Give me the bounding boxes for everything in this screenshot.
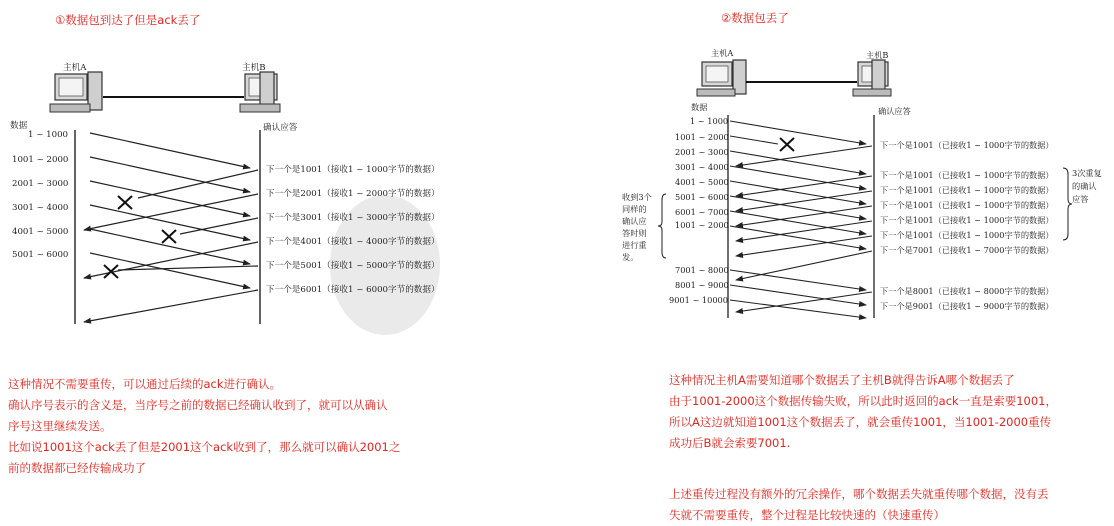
range-label: 3001 ~ 4000 <box>675 162 729 172</box>
range-label: 8001 ~ 9000 <box>675 280 729 290</box>
lost-ack-arrow <box>138 170 258 198</box>
data-arrow <box>730 285 866 305</box>
left-heading: ①数据包到达了但是ack丢了 <box>55 13 201 27</box>
right-brace <box>1063 168 1072 240</box>
range-label: 1 ~ 1000 <box>28 130 69 140</box>
left-explanation-line: 这种情况不需要重传，可以通过后续的ack进行确认。 <box>8 377 282 391</box>
ack-text: 下一个是9001（已接收1 ~ 9000字节的数据） <box>880 301 1054 311</box>
right-summary-line: 失就不需要重传，整个过程是比较快速的（快速重传） <box>669 508 945 522</box>
right-sequence-diagram <box>600 0 1114 330</box>
note-left-line: 进行重 <box>622 240 647 250</box>
range-label: 9001 ~ 10000 <box>669 295 728 305</box>
ack-label: 确认应答 <box>878 106 911 116</box>
data-arrow <box>730 121 866 144</box>
ack-arrow <box>736 292 872 312</box>
note-left-line: 发。 <box>622 252 639 262</box>
right-summary <box>669 484 1049 526</box>
left-explanation-line: 前的数据都已经传输成功了 <box>8 461 146 475</box>
left-explanation <box>8 374 400 479</box>
left-explanation-line: 序号这里继续发送。 <box>8 419 112 433</box>
note-right-line: 3次重复 <box>1072 168 1102 178</box>
host-b-computer-icon <box>240 72 280 112</box>
data-label: 数据 <box>10 121 28 131</box>
ack-text: 下一个是2001（接收1 ~ 2000字节的数据） <box>266 189 440 199</box>
data-arrow <box>730 270 866 290</box>
range-label: 3001 ~ 4000 <box>12 203 69 213</box>
note-left-line: 答时则 <box>622 228 647 238</box>
ack-text: 下一个是4001（接收1 ~ 4000字节的数据） <box>266 237 440 247</box>
lost-ack-arrow <box>180 218 258 234</box>
host-a-label: 主机A <box>63 63 87 73</box>
range-label: 7001 ~ 8000 <box>675 265 729 275</box>
range-label: 1001 ~ 2000 <box>12 155 69 165</box>
left-explanation-line: 比如说1001这个ack丢了但是2001这个ack收到了，那么就可以确认2001之 <box>8 440 401 454</box>
range-label: 1 ~ 1000 <box>690 116 729 126</box>
note-right-line: 应答 <box>1072 194 1089 204</box>
left-sequence-diagram <box>0 0 560 340</box>
ack-text: 下一个是1001（接收1 ~ 1000字节的数据） <box>266 165 440 175</box>
host-b-computer-icon <box>853 60 891 96</box>
note-left-line: 收到3个 <box>622 192 652 202</box>
range-label: 4001 ~ 5000 <box>12 227 69 237</box>
ack-text: 下一个是7001（已接收1 ~ 7000字节的数据） <box>880 245 1054 255</box>
ack-label: 确认应答 <box>263 123 298 133</box>
lost-x-icon <box>118 196 132 209</box>
note-left-line: 确认应 <box>622 216 647 226</box>
ack-arrow <box>84 290 258 322</box>
range-label: 6001 ~ 7000 <box>675 207 729 217</box>
range-label: 2001 ~ 3000 <box>12 179 69 189</box>
right-explanation-line: 这种情况主机A需要知道哪个数据丢了主机B就得告诉A哪个数据丢了 <box>669 373 1015 387</box>
left-explanation-line: 确认序号表示的含义是，当序号之前的数据已经确认收到了，就可以从确认 <box>8 398 388 412</box>
range-label: 1001 ~ 2000 <box>675 220 729 230</box>
range-label: 1001 ~ 2000 <box>675 132 729 142</box>
ack-text: 下一个是1001（已接收1 ~ 1000字节的数据） <box>880 185 1054 195</box>
host-b-label: 主机B <box>242 63 266 73</box>
host-a-label: 主机A <box>711 48 734 58</box>
ack-text: 下一个是1001（已接收1 ~ 1000字节的数据） <box>880 215 1054 225</box>
range-label: 2001 ~ 3000 <box>675 147 729 157</box>
right-explanation-line: 成功后B就会索要7001. <box>669 436 791 450</box>
ack-text: 下一个是1001（已接收1 ~ 1000字节的数据） <box>880 170 1054 180</box>
data-arrow <box>730 166 866 189</box>
ack-text: 下一个是3001（接收1 ~ 3000字节的数据） <box>266 213 440 223</box>
ack-text: 下一个是1001（已接收1 ~ 1000字节的数据） <box>880 140 1054 150</box>
lost-data-arrow <box>730 136 778 144</box>
data-arrow <box>730 226 866 249</box>
data-label: 数据 <box>691 102 708 112</box>
right-summary-line: 上述重传过程没有额外的冗余操作，哪个数据丢失就重传哪个数据，没有丢 <box>669 487 1049 501</box>
right-explanation-line: 所以A这边就知道1001这个数据丢了，就会重传1001，当1001-2000重传 <box>669 415 1052 429</box>
range-label: 5001 ~ 6000 <box>12 250 69 260</box>
ack-text: 下一个是6001（接收1 ~ 6000字节的数据） <box>266 285 440 295</box>
left-brace <box>658 194 666 258</box>
data-arrow <box>730 151 866 174</box>
host-a-computer-icon <box>50 72 102 112</box>
right-explanation <box>669 370 1057 454</box>
ack-text: 下一个是1001（已接收1 ~ 1000字节的数据） <box>880 230 1054 240</box>
ack-text: 下一个是1001（已接收1 ~ 1000字节的数据） <box>880 200 1054 210</box>
range-label: 4001 ~ 5000 <box>675 177 729 187</box>
right-heading: ②数据包丢了 <box>721 11 789 25</box>
lost-x-icon <box>162 230 176 243</box>
ack-text: 下一个是8001（已接收1 ~ 8000字节的数据） <box>880 286 1054 296</box>
note-left-line: 同样的 <box>622 204 647 214</box>
ack-arrow <box>736 251 872 280</box>
ack-text: 下一个是5001（接收1 ~ 5000字节的数据） <box>266 261 440 271</box>
data-arrow <box>730 196 866 219</box>
lost-x-icon <box>780 138 794 151</box>
host-a-computer-icon <box>697 60 746 96</box>
range-label: 5001 ~ 6000 <box>675 192 729 202</box>
data-arrow <box>730 211 866 234</box>
host-b-label: 主机B <box>866 50 889 60</box>
note-right-line: 的确认 <box>1072 181 1097 191</box>
data-arrow <box>730 181 866 204</box>
right-explanation-line: 由于1001-2000这个数据传输失败，所以此时返回的ack一直是索要1001， <box>669 394 1057 408</box>
